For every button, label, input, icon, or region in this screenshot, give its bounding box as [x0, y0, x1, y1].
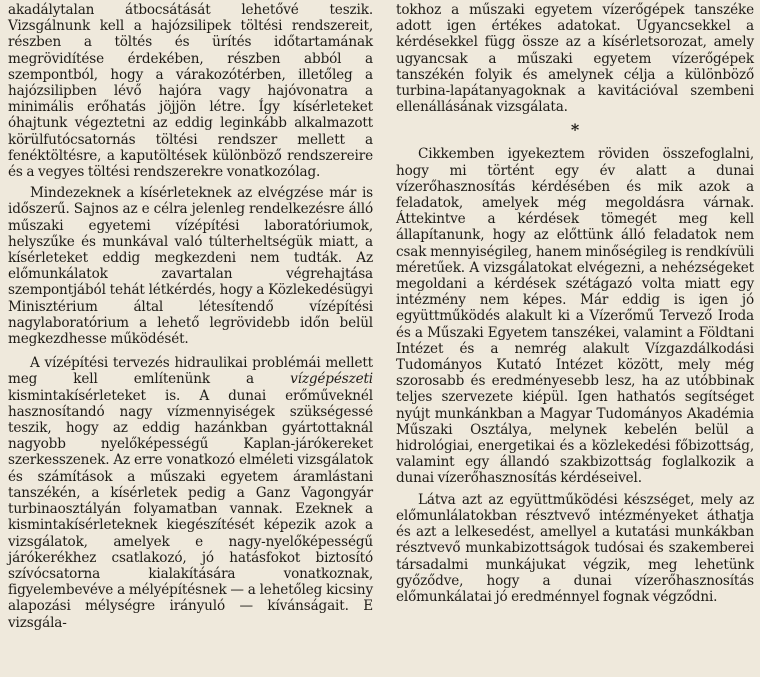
section-divider-asterisk: * [570, 120, 580, 140]
left-column [8, 2, 375, 677]
left-paragraph-2: Mindezeknek a kísérleteknek az elvégzése már is időszerű. Sajnos az e célra jelenleg rendelkezésre álló műszaki egyetemi vízépítési laboratóriumok, helyszűke és munkával való túlterheltségük miatt, a kísérleteket eddig megkezdeni nem tudták. Az előmunkálatok zavartalan végrehajtása szempontjából tehát létkérdés, hogy a Közlekedésügyi Minisztérium által létesítendő vízépítési nagylaboratórium a lehető legrövidebb időn belül megkezdhesse működését. [8, 185, 373, 348]
right-paragraph-3: Látva azt az együttműködési készséget, mely az előmunlálatokban résztvevő intézményeket áthatja és azt a lelkesedést, amellyel a kutatási munkákban résztvevő munkabizottságok tudósai és szakemberei társadalmi munkájukat végzik, meg lehetünk győződve, hogy a dunai vízerőhasznosítás előmunkálatai jó eredménnyel fognak végződni. [396, 491, 754, 605]
emphasis-term: vízgépészeti [290, 371, 373, 388]
right-column [392, 2, 754, 677]
left-paragraph-3-text-a: A vízépítési tervezés hidraulikai problémái mellett meg kell említenünk a [8, 355, 373, 388]
right-paragraph-2: Cikkemben igyekeztem röviden összefoglalni, hogy mi történt egy év alatt a dunai vízerőhasznosítás kérdésében és mik azok a feladatok, amelyek még megoldásra várnak. Áttekintve a kérdések tömegét meg kell állapítanunk, hogy az előttünk álló feladatok nem csak mennyiségileg, hanem minőségileg is rendkívüli méretűek. A vizsgálatokat elvégezni, a nehézségeket megoldani a kérdések szétágazó volta miatt egy intézmény nem képes. Már eddig is igen jó együttműködés alakult ki a Vízerőmű Tervező Iroda és a Műszaki Egyetem tanszékei, valamint a Földtani Intézet és a nemrég alakult Vízgazdálkodási Tudományos Kutató Intézet között, mely még szorosabb és eredményesebb lesz, ha az utóbbinak teljes szervezete kiépül. Igen hathatós segítséget nyújt munkánkban a Magyar Tudományos Akadémia Műszaki Osztálya, melynek kebelén belül a hidrológiai, energetikai és a közlekedési főbizottság, valamint egy állandó szakbizottság foglalkozik a dunai vízerőhasznosítás kérdéseivel. [396, 146, 754, 487]
left-paragraph-3 [8, 355, 373, 630]
left-paragraph-3-text-b: kismintakísérleteket is. A dunai erőműveknél hasznosítandó nagy vízmennyiségek szükségessé teszik, hogy az eddig hazánkban gyártottaknál nagyobb nyelőképességű Kaplan-járókereket szerkesszenek. Az erre vonatkozó elméleti vizsgálatok és számítások a műszaki egyetem áramlástani tanszékén, a kísérletek pedig a Ganz Vagongyár turbinaosztályán folyamatban vannak. Ezeknek a kismintakísérleteknek kiegészítését képezik azok a vizsgálatok, amelyek e nagy-nyelőképességű járókerékhez csatlakozó, jó hatásfokot biztosító szívócsatorna kialakítására vonatkoznak, figyelembevéve a mélyépítésnek — a lehetőleg kicsiny alapozási mélységre irányuló — kívánságait. E vizsgála- [8, 387, 373, 631]
left-paragraph-1: akadálytalan átbocsátását lehetővé teszik. Vizsgálnunk kell a hajózsilipek töltési rendszereit, részben a töltés és ürítés időtartamának megrövidítése érdekében, részben abból a szempontból, hogy a várakozótérben, illetőleg a hajózsilipben lévő hajóra vagy hajóvonatra a minimális erőhatás jöjjön létre. Így kísérleteket óhajtunk végeztetni az eddig leginkább alkalmazott körülfutócsatornás töltési rendszer mellett a fenéktöltésre, a kaputöltések különböző rendszereire és a vegyes töltési rendszerekre vonatkozólag. [8, 2, 373, 181]
right-paragraph-1: tokhoz a műszaki egyetem vízerőgépek tanszéke adott igen értékes adatokat. Ugyancsekkel a kérdésekkel függ össze az a kísérletsorozat, amely ugyancsak a műszaki egyetem vízerőgépek tanszékén folyik és amelynek célja a különböző turbina-lapátanyagoknak a kavitációval szembeni ellenállásának vizsgálata. [396, 2, 754, 116]
